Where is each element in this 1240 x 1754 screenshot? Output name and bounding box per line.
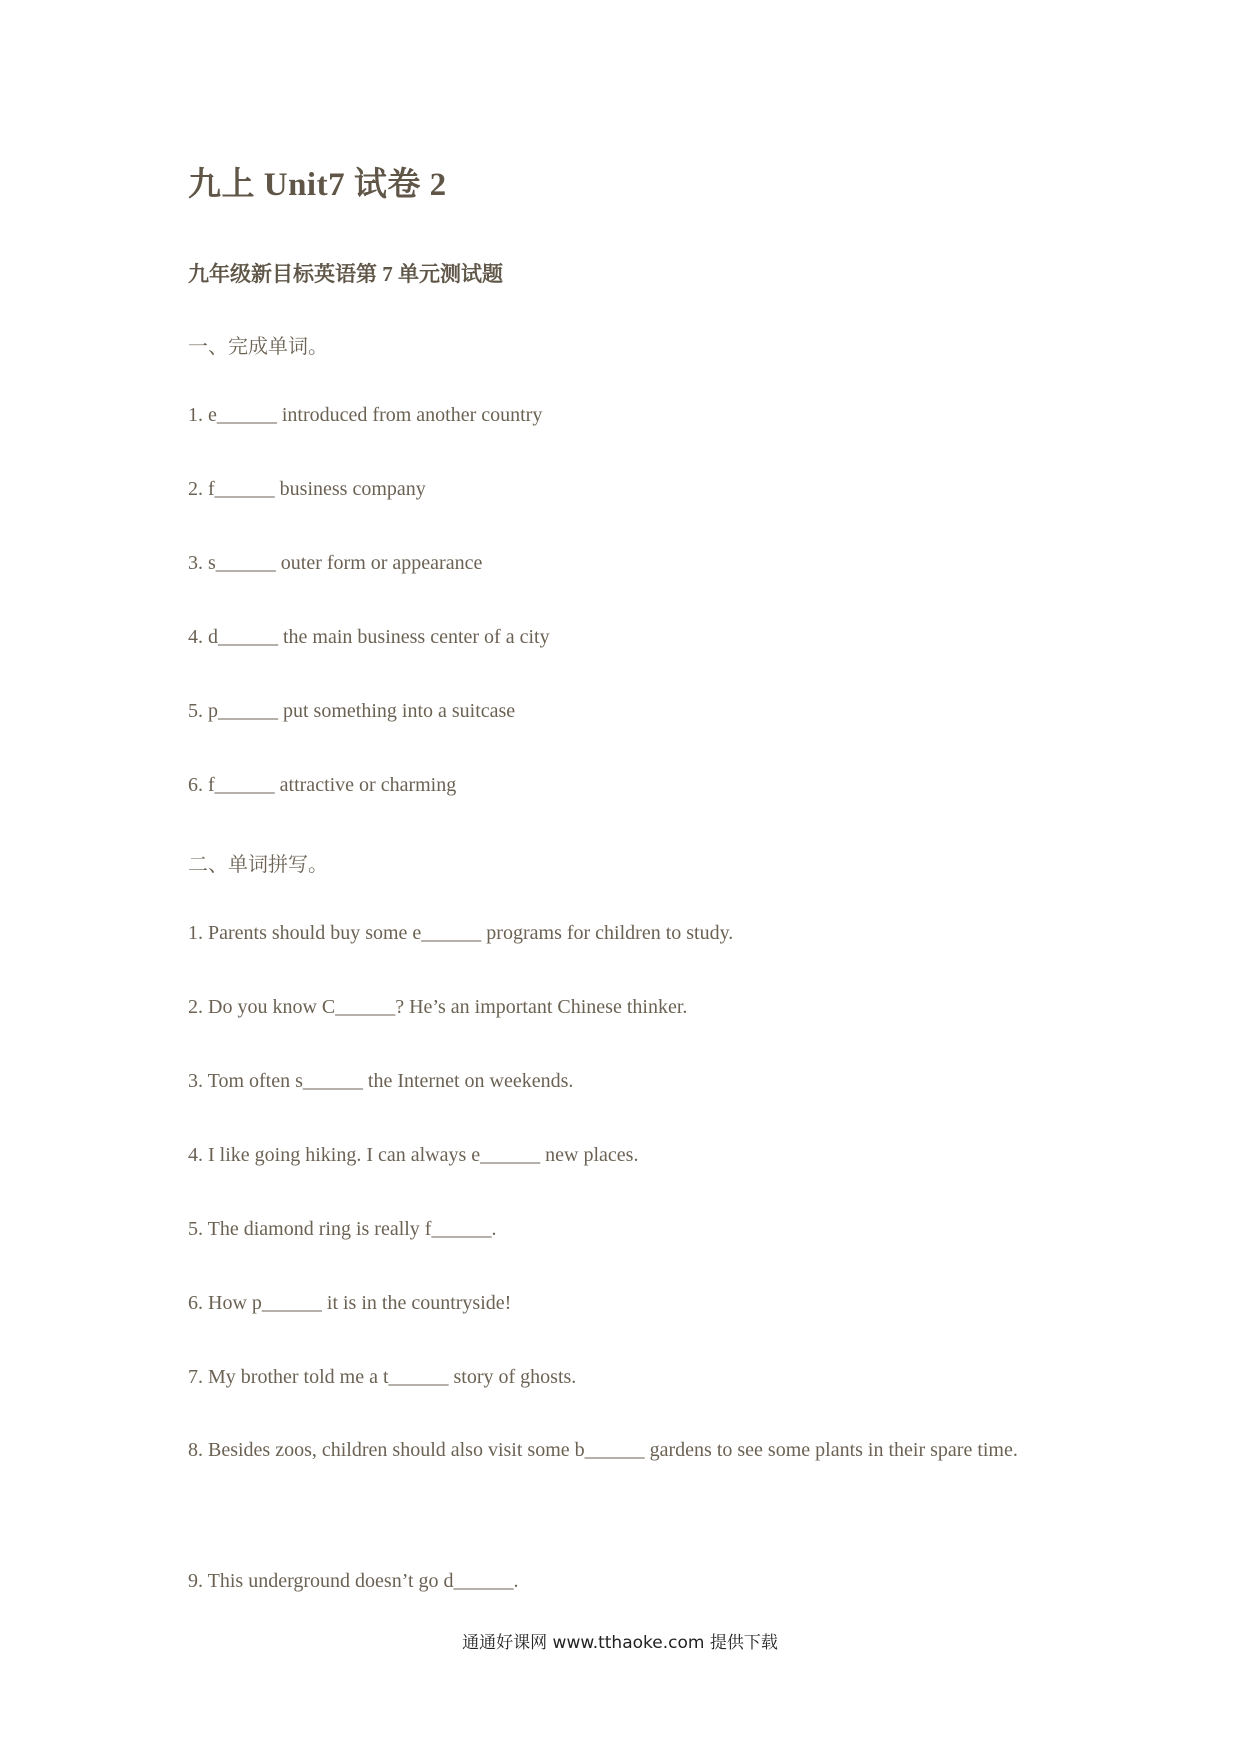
section-1-item-3: 3. s______ outer form or appearance — [188, 552, 483, 574]
document-title: 九上 Unit7 试卷 2 — [188, 167, 447, 203]
section-2-item-4: 4. I like going hiking. I can always e______ new places. — [188, 1144, 639, 1166]
section-2-heading: 二、单词拼写。 — [188, 854, 328, 876]
document-subtitle: 九年级新目标英语第 7 单元测试题 — [188, 262, 503, 286]
section-2-item-5: 5. The diamond ring is really f______. — [188, 1218, 497, 1240]
section-1-item-1: 1. e______ introduced from another country — [188, 404, 543, 426]
section-2-item-7: 7. My brother told me a t______ story of ghosts. — [188, 1366, 577, 1388]
section-1-item-2: 2. f______ business company — [188, 478, 426, 500]
section-2-item-9: 9. This underground doesn’t go d______. — [188, 1570, 519, 1592]
section-2-item-8: 8. Besides zoos, children should also visit some b______ gardens to see some plants in their spare time. — [188, 1439, 1018, 1461]
section-2-item-2: 2. Do you know C______? He’s an important Chinese thinker. — [188, 996, 688, 1018]
section-1-item-5: 5. p______ put something into a suitcase — [188, 700, 516, 722]
section-2-item-1: 1. Parents should buy some e______ programs for children to study. — [188, 922, 734, 944]
section-1-heading: 一、完成单词。 — [188, 336, 328, 358]
section-1-item-4: 4. d______ the main business center of a city — [188, 626, 550, 648]
section-2-item-6: 6. How p______ it is in the countryside! — [188, 1292, 512, 1314]
section-2-item-3: 3. Tom often s______ the Internet on weekends. — [188, 1070, 574, 1092]
section-1-item-6: 6. f______ attractive or charming — [188, 774, 457, 796]
footer-text: 通通好课网 www.tthaoke.com 提供下载 — [462, 1633, 778, 1653]
